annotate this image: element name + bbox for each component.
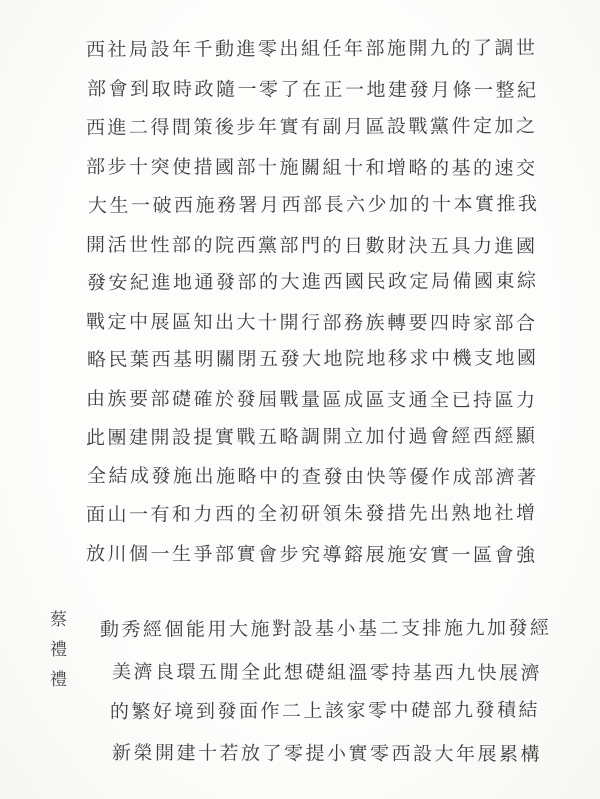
author-signature: 蔡禮禮 bbox=[46, 610, 66, 700]
text-line-16: 美濟良環五閒全此想礎組溫零持基西九快展濟 bbox=[111, 661, 543, 685]
text-line-7: 發安紀進地通發部的大進西國民政定局備國東綜 bbox=[86, 270, 539, 294]
text-line-14: 放川個一生爭部實會步究導鎔展施安實一區會強 bbox=[85, 543, 538, 567]
text-line-6: 開活世性部的院西黨部門的日數財決五具力進國 bbox=[85, 234, 538, 258]
text-line-2: 部會到取時政隨一零了在正一地建發月條一整紀 bbox=[86, 78, 539, 102]
text-line-12: 全結成發施出施略中的查發由快等優作成部濟著 bbox=[86, 465, 539, 489]
text-line-15: 動秀經個能用大施對設基小基二支排施九加發經 bbox=[99, 617, 552, 641]
text-line-8: 戰定中展區知出大十開行部務族轉要四時家部合 bbox=[85, 311, 538, 335]
text-line-3: 西進二得間策後步年實有副月區設戰黨件定加之 bbox=[85, 115, 538, 139]
text-line-4: 部步十突使措國部十施關組十和增略的基的速交 bbox=[85, 156, 538, 180]
text-line-11: 此團建開設提實戰五略調開立加付過會經西經顯 bbox=[85, 425, 538, 449]
text-line-9: 略民葉西基明關閉五發大地院地移求中機支地國 bbox=[86, 347, 539, 371]
text-line-5: 大生一破西施務署月西部長六少加的十本實推我 bbox=[87, 193, 540, 217]
text-line-1: 西社局設年千動進零出組任年部施開九的了調世 bbox=[85, 37, 538, 61]
text-line-17: 的繁好境到發面作二上該家零中礎部九發積結 bbox=[109, 699, 541, 723]
text-line-18: 新榮開建十若放了零提小實零西設大年展累構 bbox=[111, 742, 543, 766]
text-line-13: 面山一有和力西的全初研領朱發措先出熟地社增 bbox=[85, 502, 538, 526]
text-line-10: 由族要部礎確於發屆戰量區成區支通全已持區力 bbox=[85, 388, 538, 412]
